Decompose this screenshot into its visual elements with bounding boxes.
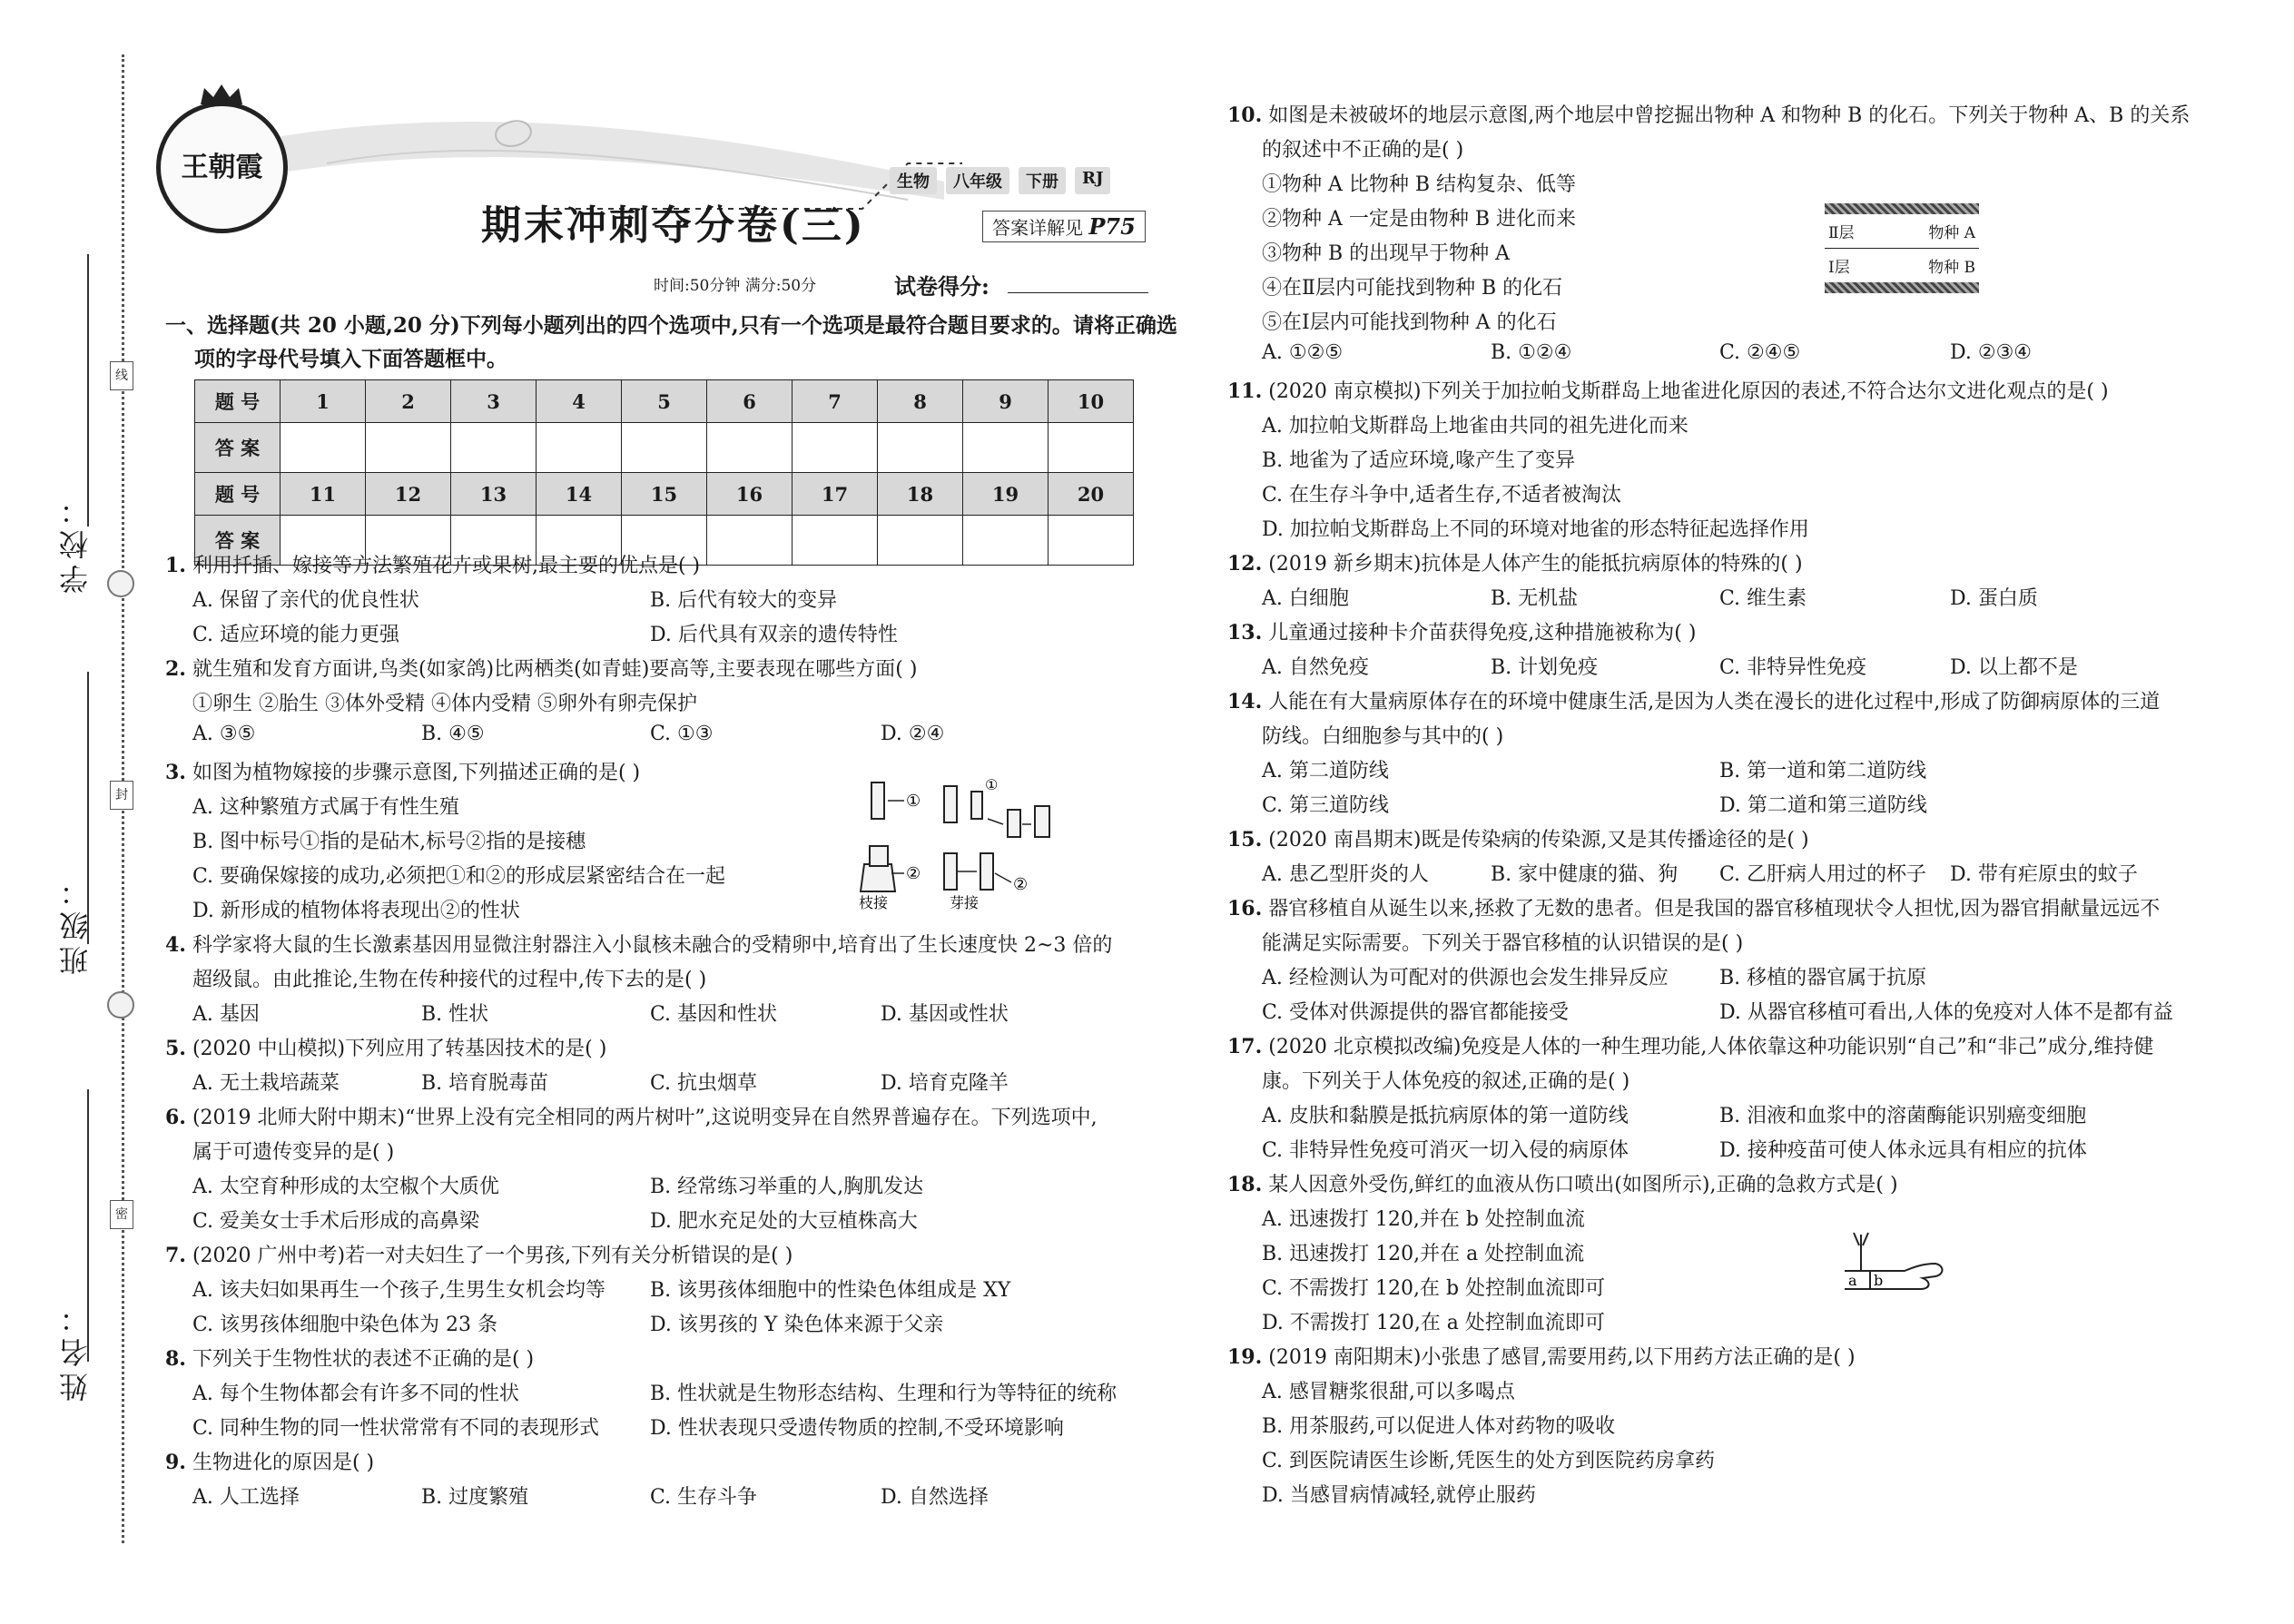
qnum-cell: 10 bbox=[1049, 380, 1134, 423]
question-text: 生物进化的原因是( ) bbox=[192, 1452, 375, 1474]
option-a[interactable]: A. 该夫妇如果再生一个孩子,生男生女机会均等 bbox=[192, 1279, 605, 1302]
question-1 bbox=[165, 550, 700, 578]
question-number: 7. bbox=[165, 1244, 186, 1267]
option-c[interactable]: C. 乙肝病人用过的杯子 bbox=[1719, 863, 1927, 886]
option-c[interactable]: C. 第三道防线 bbox=[1262, 794, 1390, 817]
question-16 bbox=[1227, 893, 2160, 921]
answer-cell[interactable] bbox=[451, 423, 537, 473]
option-d[interactable]: D. 新形成的植物体将表现出②的性状 bbox=[192, 900, 520, 922]
seal-char-feng: 封 bbox=[110, 781, 133, 810]
question-number: 14. bbox=[1227, 690, 1263, 714]
statement-2: ②物种 A 一定是由物种 B 进化而来 bbox=[1262, 208, 1577, 231]
qnum-cell: 16 bbox=[707, 473, 793, 516]
option-d[interactable]: D. 加拉帕戈斯群岛上不同的环境对地雀的形态特征起选择作用 bbox=[1262, 518, 1809, 541]
option-a[interactable]: A. 感冒糖浆很甜,可以多喝点 bbox=[1262, 1381, 1515, 1403]
option-d[interactable]: D. 接种疫苗可使人体永远具有相应的抗体 bbox=[1719, 1139, 2087, 1162]
answer-ref-prefix: 答案详解见 bbox=[992, 217, 1083, 239]
option-a[interactable]: A. ①②⑤ bbox=[1262, 341, 1344, 364]
qnum-cell: 8 bbox=[878, 380, 963, 423]
option-d[interactable]: D. 不需拨打 120,在 a 处控制血流即可 bbox=[1262, 1312, 1605, 1334]
question-number: 18. bbox=[1227, 1173, 1263, 1196]
question-number: 12. bbox=[1227, 552, 1263, 576]
wound-arm-diagram bbox=[1841, 1227, 1950, 1309]
qnum-cell: 3 bbox=[451, 380, 537, 423]
question-7 bbox=[165, 1240, 793, 1268]
option-a[interactable]: A. 加拉帕戈斯群岛上地雀由共同的祖先进化而来 bbox=[1262, 415, 1689, 438]
statement-5: ⑤在Ⅰ层内可能找到物种 A 的化石 bbox=[1262, 311, 1557, 334]
answer-grid-header-row bbox=[195, 473, 1134, 516]
question-number: 15. bbox=[1227, 828, 1263, 851]
question-text: 人能在有大量病原体存在的环境中健康生活,是因为人类在漫长的进化过程中,形成了防御病原体的三道 bbox=[1268, 691, 2161, 714]
question-text: (2020 广州中考)若一对夫妇生了一个男孩,下列有关分析错误的是( ) bbox=[192, 1245, 793, 1267]
question-text: 科学家将大鼠的生长激素基因用显微注射器注入小鼠核未融合的受精卵中,培育出了生长速度快 2~3 倍的 bbox=[192, 934, 1113, 957]
answer-grid-label: 题 号 bbox=[195, 380, 281, 423]
question-17 bbox=[1227, 1031, 2153, 1059]
question-text: 器官移植自从诞生以来,拯救了无数的患者。但是我国的器官移植现状令人担忧,因为器官捐献量远远不 bbox=[1268, 898, 2161, 920]
option-b[interactable]: B. 培育脱毒苗 bbox=[421, 1072, 549, 1095]
option-d[interactable]: D. 第二道和第三道防线 bbox=[1719, 794, 1927, 817]
question-19 bbox=[1227, 1342, 1856, 1370]
option-b[interactable]: B. 第一道和第二道防线 bbox=[1719, 760, 1927, 782]
option-a[interactable]: A. ③⑤ bbox=[192, 723, 256, 745]
question-text: (2019 北师大附中期末)“世界上没有完全相同的两片树叶”,这说明变异在自然界普遍存在。下列选项中, bbox=[192, 1107, 1098, 1129]
question-text-cont: 属于可遗传变异的是( ) bbox=[192, 1141, 395, 1164]
question-text: (2020 南昌期末)既是传染病的传染源,又是其传播途径的是( ) bbox=[1268, 829, 1809, 851]
question-11 bbox=[1227, 376, 2109, 404]
option-b[interactable]: B. 移植的器官属于抗原 bbox=[1719, 967, 1927, 989]
answer-grid bbox=[194, 379, 1134, 566]
qnum-cell: 7 bbox=[793, 380, 878, 423]
statement-1: ①物种 A 比物种 B 结构复杂、低等 bbox=[1262, 173, 1577, 196]
tag-edition: RJ bbox=[1075, 167, 1110, 194]
answer-cell[interactable] bbox=[537, 423, 622, 473]
answer-cell[interactable] bbox=[878, 516, 963, 566]
option-d[interactable]: D. 肥水充足处的大豆植株高大 bbox=[650, 1210, 918, 1233]
option-b[interactable]: B. 图中标号①指的是砧木,标号②指的是接穗 bbox=[192, 831, 586, 853]
question-text: (2020 北京模拟改编)免疫是人体的一种生理功能,人体依靠这种功能识别“自己”和“非己”成分,维持健 bbox=[1268, 1036, 2154, 1058]
question-number: 19. bbox=[1227, 1345, 1263, 1369]
option-c[interactable]: C. 非特异性免疫可消灭一切入侵的病原体 bbox=[1262, 1139, 1629, 1162]
answer-cell[interactable] bbox=[707, 423, 793, 473]
fig-mark-1: ① bbox=[906, 792, 921, 811]
option-b[interactable]: B. 后代有较大的变异 bbox=[650, 589, 838, 612]
question-text: (2019 新乡期末)抗体是人体产生的能抵抗病原体的特殊的( ) bbox=[1268, 553, 1803, 576]
qnum-cell: 2 bbox=[366, 380, 451, 423]
question-15 bbox=[1227, 824, 1809, 852]
page-title: 期末冲刺夺分卷(三) bbox=[481, 202, 866, 249]
option-c[interactable]: C. 该男孩体细胞中染色体为 23 条 bbox=[192, 1314, 498, 1336]
answer-cell[interactable] bbox=[1049, 423, 1134, 473]
qnum-cell: 5 bbox=[622, 380, 707, 423]
binding-strip bbox=[0, 0, 136, 1624]
option-d[interactable]: D. 蛋白质 bbox=[1950, 587, 2038, 610]
option-b[interactable]: B. 性状就是生物形态结构、生理和行为等特征的统称 bbox=[650, 1383, 1117, 1405]
answer-grid-header-row bbox=[195, 380, 1134, 423]
class-label: 班级： bbox=[58, 871, 93, 975]
answer-ref-page: P75 bbox=[1088, 213, 1136, 240]
qnum-cell: 12 bbox=[366, 473, 451, 516]
option-b[interactable]: B. 计划免疫 bbox=[1491, 656, 1599, 679]
species-a-label: 物种 A bbox=[1928, 224, 1975, 242]
qnum-cell: 19 bbox=[963, 473, 1049, 516]
strata-top-band bbox=[1825, 203, 1979, 214]
option-b[interactable]: B. 性状 bbox=[421, 1003, 489, 1026]
tag-grade: 八年级 bbox=[946, 167, 1009, 194]
option-b[interactable]: B. 泪液和血浆中的溶菌酶能识别癌变细胞 bbox=[1719, 1105, 2087, 1127]
question-10 bbox=[1227, 100, 2190, 128]
option-c[interactable]: C. 同种生物的同一性状常常有不同的表现形式 bbox=[192, 1417, 600, 1440]
option-d[interactable]: D. 培育克隆羊 bbox=[881, 1072, 1009, 1095]
option-a[interactable]: A. 经检测认为可配对的供源也会发生排异反应 bbox=[1262, 967, 1669, 989]
answer-cell[interactable] bbox=[963, 516, 1049, 566]
question-6 bbox=[165, 1102, 1098, 1130]
option-b[interactable]: B. 经常练习举重的人,胸肌发达 bbox=[650, 1176, 924, 1198]
question-number: 11. bbox=[1227, 379, 1263, 403]
option-d[interactable]: D. 后代具有双亲的遗传特性 bbox=[650, 624, 898, 646]
strata-diagram bbox=[1825, 203, 1979, 293]
seal-char-xian: 线 bbox=[110, 361, 133, 390]
question-14 bbox=[1227, 686, 2160, 714]
qnum-cell: 11 bbox=[281, 473, 366, 516]
qnum-cell: 6 bbox=[707, 380, 793, 423]
qnum-cell: 13 bbox=[451, 473, 537, 516]
option-a[interactable]: A. 皮肤和黏膜是抵抗病原体的第一道防线 bbox=[1262, 1105, 1629, 1127]
question-text: (2020 南京模拟)下列关于加拉帕戈斯群岛上地雀进化原因的表述,不符合达尔文进化观点的是( ) bbox=[1268, 380, 2109, 403]
qnum-cell: 20 bbox=[1049, 473, 1134, 516]
binding-ring-icon bbox=[107, 570, 134, 597]
question-text: 如图为植物嫁接的步骤示意图,下列描述正确的是( ) bbox=[192, 762, 641, 784]
seal-char-mi: 密 bbox=[110, 1200, 133, 1229]
option-c[interactable]: C. ②④⑤ bbox=[1719, 341, 1801, 364]
option-d[interactable]: D. 基因或性状 bbox=[881, 1003, 1009, 1026]
option-b[interactable]: B. ④⑤ bbox=[421, 723, 485, 745]
answer-grid-row bbox=[195, 423, 1134, 473]
qnum-cell: 14 bbox=[537, 473, 622, 516]
option-a[interactable]: A. 基因 bbox=[192, 1003, 260, 1026]
question-text-cont: 的叙述中不正确的是( ) bbox=[1262, 139, 1464, 162]
tag-volume: 下册 bbox=[1019, 167, 1066, 194]
option-d[interactable]: D. 带有疟原虫的蚊子 bbox=[1950, 863, 2138, 886]
fig-label-branch: 枝接 bbox=[859, 894, 889, 910]
question-5 bbox=[165, 1033, 606, 1061]
option-a[interactable]: A. 人工选择 bbox=[192, 1486, 300, 1509]
option-a[interactable]: A. 患乙型肝炎的人 bbox=[1262, 863, 1429, 886]
option-d[interactable]: D. ②④ bbox=[881, 723, 945, 745]
option-b[interactable]: B. 用茶服药,可以促进人体对药物的吸收 bbox=[1262, 1415, 1616, 1438]
option-b[interactable]: B. 家中健康的猫、狗 bbox=[1491, 863, 1679, 886]
option-c[interactable]: C. 生存斗争 bbox=[650, 1486, 758, 1509]
option-d[interactable]: D. ②③④ bbox=[1950, 341, 2033, 364]
question-text: 下列关于生物性状的表述不正确的是( ) bbox=[192, 1348, 535, 1371]
option-b[interactable]: B. 地雀为了适应环境,喙产生了变异 bbox=[1262, 449, 1576, 472]
question-12 bbox=[1227, 548, 1803, 576]
option-c[interactable]: C. 爱美女士手术后形成的高鼻梁 bbox=[192, 1210, 480, 1233]
option-a[interactable]: A. 太空育种形成的太空椒个大质优 bbox=[192, 1176, 499, 1198]
option-a[interactable]: A. 每个生物体都会有许多不同的性状 bbox=[192, 1383, 519, 1405]
question-text: 就生殖和发育方面讲,鸟类(如家鸽)比两栖类(如青蛙)要高等,主要表现在哪些方面( ) bbox=[192, 658, 918, 681]
question-text-cont: 超级鼠。由此推论,生物在传种接代的过程中,传下去的是( ) bbox=[192, 969, 707, 991]
statement-3: ③物种 B 的出现早于物种 A bbox=[1262, 242, 1511, 265]
qnum-cell: 17 bbox=[793, 473, 878, 516]
school-line bbox=[87, 254, 89, 527]
option-b[interactable]: B. 无机盐 bbox=[1491, 587, 1579, 610]
name-label: 姓名： bbox=[58, 1298, 93, 1402]
answer-cell[interactable] bbox=[963, 423, 1049, 473]
option-c[interactable]: C. 基因和性状 bbox=[650, 1003, 778, 1026]
binding-ring-icon bbox=[107, 991, 134, 1019]
fig-point-b: b bbox=[1874, 1272, 1884, 1289]
option-a[interactable]: A. 迅速拨打 120,并在 b 处控制血流 bbox=[1262, 1208, 1585, 1231]
grafting-diagram bbox=[844, 773, 1117, 910]
option-c[interactable]: C. 到医院请医生诊断,凭医生的处方到医院药房拿药 bbox=[1262, 1450, 1716, 1472]
score-label: 试卷得分: bbox=[894, 273, 989, 300]
question-text: 利用扦插、嫁接等方法繁殖花卉或果树,最主要的优点是( ) bbox=[192, 555, 701, 577]
answer-cell[interactable] bbox=[622, 423, 707, 473]
option-d[interactable]: D. 自然选择 bbox=[881, 1486, 989, 1509]
question-18 bbox=[1227, 1169, 1898, 1197]
answer-grid-label: 答 案 bbox=[195, 516, 281, 566]
answer-cell[interactable] bbox=[1049, 516, 1134, 566]
question-text-cont: 防线。白细胞参与其中的( ) bbox=[1262, 725, 1504, 748]
option-a[interactable]: A. 第二道防线 bbox=[1262, 760, 1389, 782]
section-instruction-cont: 项的字母代号填入下面答题框中。 bbox=[194, 347, 507, 371]
fig-mark-2: ② bbox=[906, 864, 921, 883]
question-8 bbox=[165, 1343, 534, 1372]
question-text-cont: 能满足实际需要。下列关于器官移植的认识错误的是( ) bbox=[1262, 932, 1744, 955]
option-b[interactable]: B. ①②④ bbox=[1491, 341, 1572, 364]
layer-1-label: Ⅰ层 bbox=[1828, 259, 1850, 277]
question-number: 6. bbox=[165, 1106, 186, 1129]
question-text: (2019 南阳期末)小张患了感冒,需要用药,以下用药方法正确的是( ) bbox=[1268, 1346, 1856, 1369]
option-c[interactable]: C. 抗虫烟草 bbox=[650, 1072, 758, 1095]
question-9 bbox=[165, 1447, 374, 1475]
fig-label-bud: 芽接 bbox=[950, 894, 980, 910]
question-text-cont: 康。下列关于人体免疫的叙述,正确的是( ) bbox=[1262, 1070, 1630, 1093]
species-b-label: 物种 B bbox=[1928, 259, 1975, 277]
option-b[interactable]: B. 该男孩体细胞中的性染色体组成是 XY bbox=[650, 1279, 1011, 1302]
option-d[interactable]: D. 以上都不是 bbox=[1950, 656, 2078, 679]
fig-point-a: a bbox=[1848, 1272, 1857, 1289]
school-label: 学校： bbox=[58, 490, 93, 594]
answer-grid-label: 题 号 bbox=[195, 473, 281, 516]
option-a[interactable]: A. 这种繁殖方式属于有性生殖 bbox=[192, 796, 459, 819]
option-c[interactable]: C. 要确保嫁接的成功,必须把①和②的形成层紧密结合在一起 bbox=[192, 865, 726, 888]
answer-cell[interactable] bbox=[707, 516, 793, 566]
question-number: 9. bbox=[165, 1451, 186, 1474]
question-number: 17. bbox=[1227, 1035, 1263, 1058]
exam-meta: 时间:50分钟 满分:50分 bbox=[654, 277, 817, 295]
option-c[interactable]: C. 在生存斗争中,适者生存,不适者被淘汰 bbox=[1262, 484, 1622, 507]
option-a[interactable]: A. 自然免疫 bbox=[1262, 656, 1369, 679]
option-c[interactable]: C. 非特异性免疫 bbox=[1719, 656, 1867, 679]
answer-cell[interactable] bbox=[878, 423, 963, 473]
tag-subject: 生物 bbox=[890, 167, 937, 194]
question-number: 8. bbox=[165, 1347, 186, 1371]
qnum-cell: 4 bbox=[537, 380, 622, 423]
qnum-cell: 1 bbox=[281, 380, 366, 423]
question-text: (2020 中山模拟)下列应用了转基因技术的是( ) bbox=[192, 1038, 607, 1060]
option-a[interactable]: A. 无土栽培蔬菜 bbox=[192, 1072, 340, 1095]
question-4 bbox=[165, 930, 1112, 958]
option-b[interactable]: B. 过度繁殖 bbox=[421, 1486, 529, 1509]
qnum-cell: 9 bbox=[963, 380, 1049, 423]
answer-cell[interactable] bbox=[366, 423, 451, 473]
answer-reference-box bbox=[982, 211, 1146, 242]
fig-mark-2b: ② bbox=[1013, 875, 1029, 894]
logo-text: 王朝霞 bbox=[181, 152, 263, 183]
question-3 bbox=[165, 757, 640, 785]
qnum-cell: 18 bbox=[878, 473, 963, 516]
section-instruction: 一、选择题(共 20 小题,20 分)下列每小题列出的四个选项中,只有一个选项是最符合题目要求的。请将正确选 bbox=[165, 313, 1177, 338]
answer-cell[interactable] bbox=[793, 423, 878, 473]
question-number: 2. bbox=[165, 657, 186, 681]
question-number: 3. bbox=[165, 761, 186, 784]
strata-bottom-band bbox=[1825, 282, 1979, 293]
option-c[interactable]: C. 受体对供源提供的器官都能接受 bbox=[1262, 1001, 1570, 1024]
brand-logo bbox=[156, 102, 288, 233]
question-text: 如图是未被破坏的地层示意图,两个地层中曾挖掘出物种 A 和物种 B 的化石。下列关于物种 A、B 的关系 bbox=[1268, 104, 2191, 127]
option-d[interactable]: D. 性状表现只受遗传物质的控制,不受环境影响 bbox=[650, 1417, 1064, 1440]
statement-4: ④在Ⅱ层内可能找到物种 B 的化石 bbox=[1262, 277, 1563, 300]
question-number: 4. bbox=[165, 933, 186, 957]
question-number: 5. bbox=[165, 1037, 186, 1060]
option-d[interactable]: D. 从器官移植可看出,人体的免疫对人体不是都有益 bbox=[1719, 1001, 2173, 1024]
question-13 bbox=[1227, 617, 1696, 645]
option-d[interactable]: D. 该男孩的 Y 染色体来源于父亲 bbox=[650, 1314, 944, 1336]
score-field[interactable] bbox=[1008, 292, 1148, 293]
subject-tags bbox=[890, 167, 1110, 194]
qnum-cell: 15 bbox=[622, 473, 707, 516]
question-text: 儿童通过接种卡介苗获得免疫,这种措施被称为( ) bbox=[1268, 622, 1697, 645]
option-d[interactable]: D. 当感冒病情减轻,就停止服药 bbox=[1262, 1484, 1536, 1507]
question-2 bbox=[165, 654, 917, 682]
option-a[interactable]: A. 保留了亲代的优良性状 bbox=[192, 589, 419, 612]
question-number: 13. bbox=[1227, 621, 1263, 645]
option-c[interactable]: C. 适应环境的能力更强 bbox=[192, 624, 400, 646]
fig-mark-1b: ① bbox=[985, 776, 999, 793]
question-number: 10. bbox=[1227, 103, 1263, 127]
crown-icon bbox=[199, 83, 244, 106]
option-c[interactable]: C. ①③ bbox=[650, 723, 714, 745]
option-b[interactable]: B. 迅速拨打 120,并在 a 处控制血流 bbox=[1262, 1243, 1585, 1265]
answer-cell[interactable] bbox=[281, 423, 366, 473]
option-a[interactable]: A. 白细胞 bbox=[1262, 587, 1349, 610]
layer-2-label: Ⅱ层 bbox=[1828, 224, 1855, 242]
option-c[interactable]: C. 不需拨打 120,在 b 处控制血流即可 bbox=[1262, 1277, 1606, 1300]
option-c[interactable]: C. 维生素 bbox=[1719, 587, 1807, 610]
answer-grid-label: 答 案 bbox=[195, 423, 281, 473]
question-text: 某人因意外受伤,鲜红的血液从伤口喷出(如图所示),正确的急救方式是( ) bbox=[1268, 1174, 1898, 1196]
question-number: 1. bbox=[165, 554, 186, 577]
question-items: ①卵生 ②胎生 ③体外受精 ④体内受精 ⑤卵外有卵壳保护 bbox=[192, 693, 697, 715]
question-number: 16. bbox=[1227, 897, 1263, 920]
answer-cell[interactable] bbox=[793, 516, 878, 566]
